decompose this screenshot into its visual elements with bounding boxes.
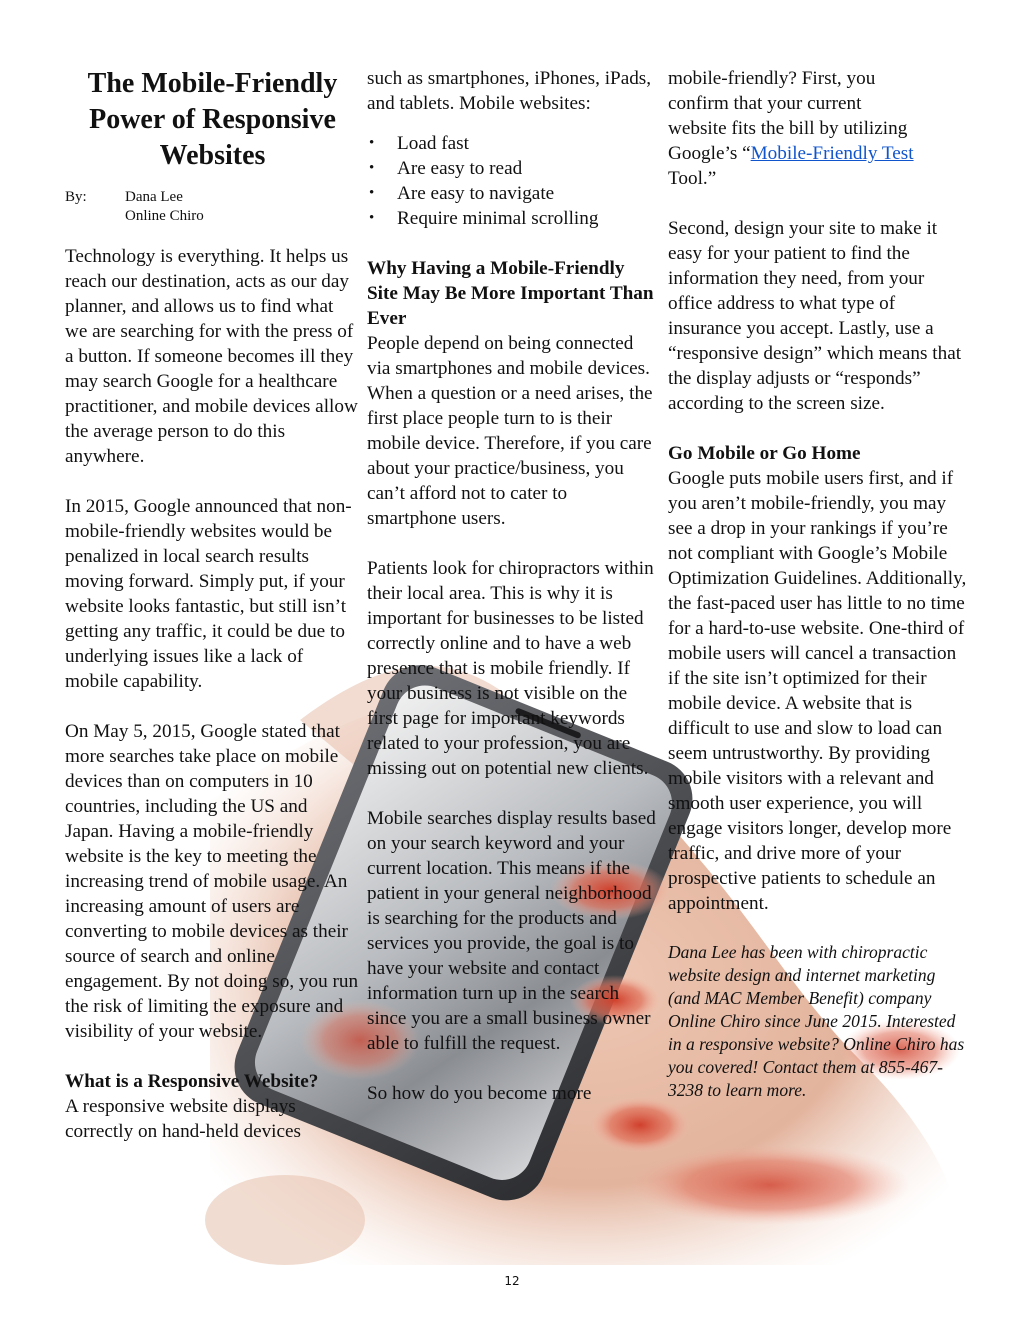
byline-label: By:	[65, 189, 87, 205]
list-item: • Require minimal scrolling	[367, 206, 659, 231]
paragraph-google-2015: In 2015, Google announced that non-mobile-friendly websites would be penalized in local search results moving forward. Simply put, if your website looks fantastic, but still isn’t getting any traffic, it could be due to underlying issues like a lack of mobile capability.	[65, 496, 352, 692]
heading-what-is-responsive: What is a Responsive Website?	[65, 1071, 319, 1092]
paragraph-how-become	[367, 1081, 659, 1106]
paragraph-how-become-start: So how do you become more	[367, 1083, 592, 1104]
paragraph-responsive-continued	[367, 66, 659, 116]
author-organization: Online Chiro	[125, 208, 204, 224]
paragraph-mobile-searches: Mobile searches display results based on your search keyword and your current location. This means if the patient in your general neighborhood is searching for the products and services you provide, the goal is to have your website and contact information turn up in the search since you are a small business owner able to fulfill the request.	[367, 808, 656, 1054]
paragraph-may-2015: On May 5, 2015, Google stated that more searches take place on mobile devices than on computers in 10 countries, including the US and Japan. Having a mobile-friendly website is the key to meeting the increasing trend of mobile usage. An increasing amount of users are converting to mobile devices as their source of search and online engagement. By not doing so, you run the risk of limiting the exposure and visibility of your website.	[65, 721, 359, 1042]
author-bio: Dana Lee has been with chiropractic website design and internet marketing (and MAC Member Benefit) company Online Chiro since June 2015. Interested in a responsive website? Online Chiro has you covered! Contact them at 855-467-3238 to learn more.	[668, 942, 965, 1100]
byline	[65, 188, 360, 226]
column-1	[65, 66, 360, 1169]
list-item: • Load fast	[367, 131, 659, 156]
heading-why-mobile-friendly: Why Having a Mobile-Friendly Site May Be More Important Than Ever	[367, 258, 654, 329]
page-number: 12	[504, 1274, 520, 1288]
author-name: Dana Lee	[125, 189, 183, 205]
paragraph-responsive-definition: A responsive website displays correctly on hand-held devices	[65, 1096, 302, 1142]
column-3	[668, 66, 968, 1102]
paragraph-people-depend: People depend on being connected via smartphones and mobile devices. When a question or a need arises, the first place people turn to is their mobile device. Therefore, if you care about your practice/business, you can’t afford not to cater to smartphone users.	[367, 333, 653, 529]
paragraph-patients-look: Patients look for chiropractors within their local area. This is why it is important for businesses to be listed correctly online and to have a web presence that is mobile friendly. If your business is not visible on the first page for important keywords related to your profession, you are missing out on potential new clients.	[367, 558, 654, 779]
byline-author-block	[125, 188, 204, 226]
link-prefix: Google’s “	[668, 143, 751, 164]
paragraph-how-become-continued	[668, 66, 968, 191]
heading-go-mobile: Go Mobile or Go Home	[668, 443, 861, 464]
paragraph-google-puts-mobile: Google puts mobile users first, and if you aren’t mobile-friendly, you may see a drop in your rankings if you’re not compliant with Google’s Mobile Optimization Guidelines. Additionally, the fast-paced user has little to no time for a hard-to-use website. One-third of mobile users will cancel a transaction if the site isn’t optimized for their mobile device. A website that is difficult to use and slow to load can seem untrustworthy. By providing mobile visitors with a relevant and smooth user experience, you will engage visitors longer, develop more traffic, and drive more of your prospective patients to schedule an appointment.	[668, 468, 967, 914]
mobile-benefits-list	[367, 131, 659, 231]
column-2-content	[367, 66, 659, 1106]
paragraph-responsive-continued-text: such as smartphones, iPhones, iPads, and tablets. Mobile websites:	[367, 68, 652, 114]
paragraph-second-design: Second, design your site to make it easy for your patient to find the information they need, from your office address to what type of insurance you accept. Lastly, use a “responsive design” which means that the display adjusts or “responds” according to the screen size.	[668, 218, 962, 414]
paragraph-intro: Technology is everything. It helps us reach our destination, acts as our day planner, and allows us to find what we are searching for with the press of a button. If someone becomes ill they may search Google for a healthcare practitioner, and mobile devices allow the average person to do this anywhere.	[65, 246, 358, 467]
link-suffix: Tool.”	[668, 168, 717, 189]
article-title: The Mobile-Friendly Power of Responsive Websites	[87, 68, 338, 171]
list-item: • Are easy to read	[367, 156, 659, 181]
mobile-friendly-test-link[interactable]: Mobile-Friendly Test	[750, 143, 914, 164]
list-item: • Are easy to navigate	[367, 181, 659, 206]
paragraph-how-become-rest: mobile-friendly? First, you confirm that your current website fits the bill by utilizing	[668, 68, 908, 139]
